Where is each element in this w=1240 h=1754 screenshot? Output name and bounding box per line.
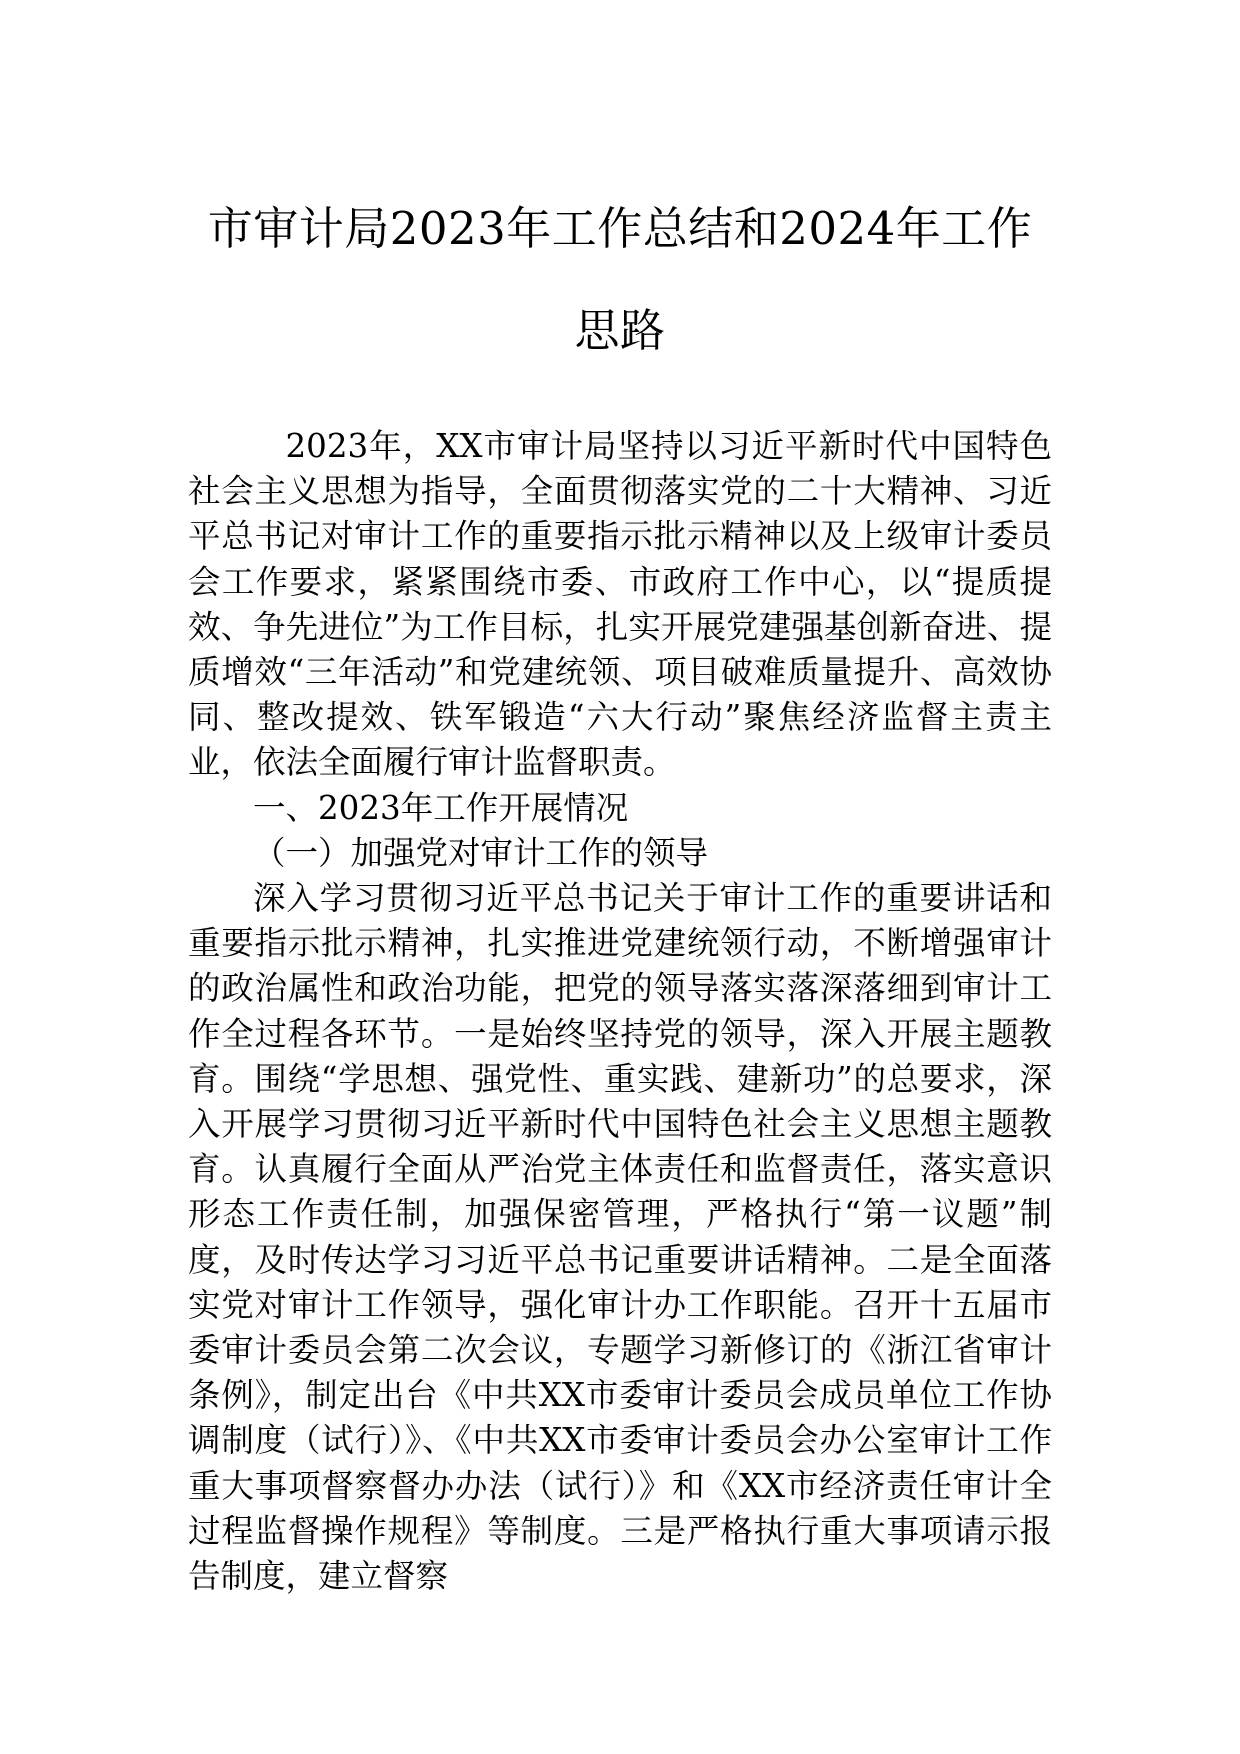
section-heading-1: 一、2023年工作开展情况: [253, 788, 629, 827]
intro-paragraph: 2023年，XX市审计局坚持以习近平新时代中国特色社会主义思想为指导，全面贯彻落实党的二十大精神、习近平总书记对审计工作的重要指示批示精神以及上级审计委员会工作要求，紧紧围绕市委、市政府工作中心，以“提质提效、争先进位”为工作目标，扎实开展党建强基创新奋进、提质增效“三年活动”和党建统领、项目破难质量提升、高效协同、整改提效、铁军锻造“六大行动”聚焦经济监督主责主业，依法全面履行审计监督职责。: [188, 427, 1052, 782]
document-body: [188, 424, 1052, 1599]
subsection-heading-1: （一）加强党对审计工作的领导: [253, 833, 709, 872]
document-title: 市审计局2023年工作总结和2024年工作思路: [207, 202, 1033, 357]
body-paragraph-1: 深入学习贯彻习近平总书记关于审计工作的重要讲话和重要指示批示精神，扎实推进党建统领行动，不断增强审计的政治属性和政治功能，把党的领导落实落深落细到审计工作全过程各环节。一是始终坚持党的领导，深入开展主题教育。围绕“学思想、强党性、重实践、建新功”的总要求，深入开展学习贯彻习近平新时代中国特色社会主义思想主题教育。认真履行全面从严治党主体责任和监督责任，落实意识形态工作责任制，加强保密管理，严格执行“第一议题”制度，及时传达学习习近平总书记重要讲话精神。二是全面落实党对审计工作领导，强化审计办工作职能。召开十五届市委审计委员会第二次会议，专题学习新修订的《浙江省审计条例》，制定出台《中共XX市委审计委员会成员单位工作协调制度（试行）》、《中共XX市委审计委员会办公室审计工作重大事项督察督办办法（试行）》和《XX市经济责任审计全过程监督操作规程》等制度。三是严格执行重大事项请示报告制度，建立督察: [188, 879, 1052, 1596]
